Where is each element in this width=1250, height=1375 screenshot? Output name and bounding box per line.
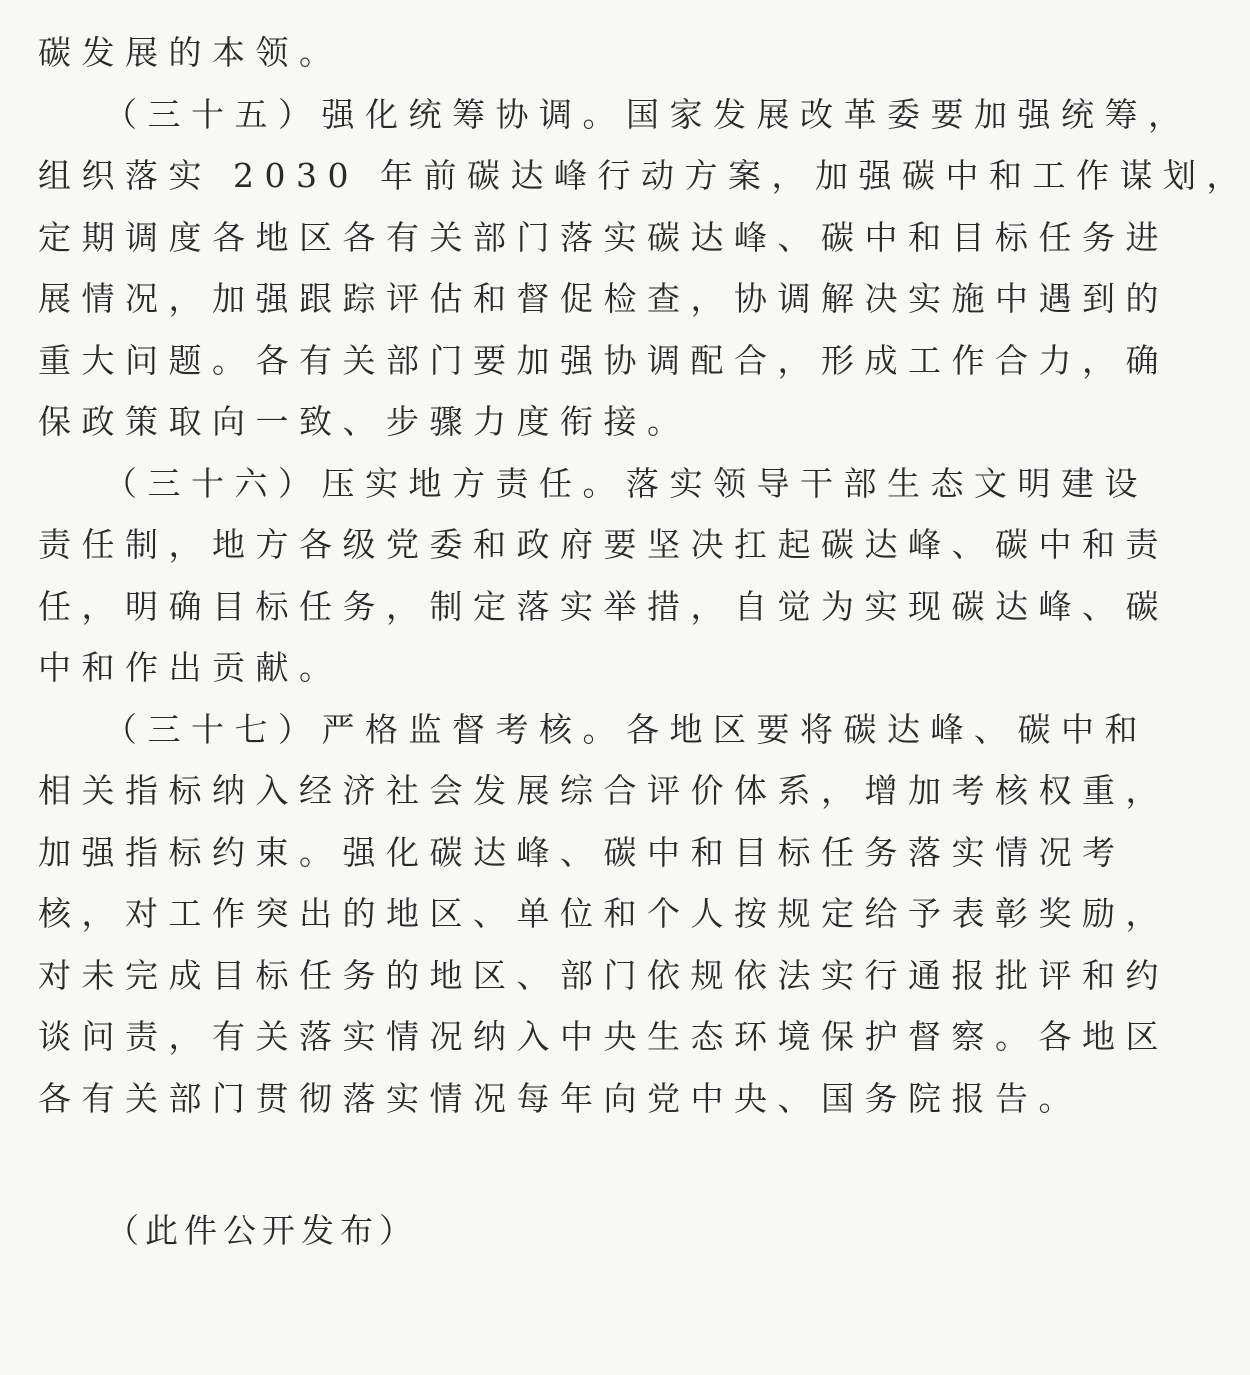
- text-line: 碳发展的本领。: [38, 33, 343, 72]
- text-line: 保政策取向一致、步骤力度衔接。: [38, 402, 691, 441]
- publication-note: （此件公开发布）: [106, 1211, 418, 1250]
- text-line: 相关指标纳入经济社会发展综合评价体系，增加考核权重，: [38, 771, 1169, 810]
- text-line: 重大问题。各有关部门要加强协调配合，形成工作合力，确: [38, 340, 1169, 380]
- text-line: 各有关部门贯彻落实情况每年向党中央、国务院报告。: [38, 1078, 1082, 1118]
- section-35-heading-line: （三十五）强化统筹协调。国家发展改革委要加强统筹，: [104, 94, 1192, 134]
- text-line: 组织落实 2030 年前碳达峰行动方案，加强碳中和工作谋划，: [38, 156, 1250, 195]
- text-line: 加强指标约束。强化碳达峰、碳中和目标任务落实情况考: [38, 832, 1126, 872]
- text-line: 谈问责，有关落实情况纳入中央生态环境保护督察。各地区: [38, 1017, 1169, 1056]
- text-line: 展情况，加强跟踪评估和督促检查，协调解决实施中遇到的: [38, 279, 1169, 318]
- text-line: 对未完成目标任务的地区、部门依规依法实行通报批评和约: [38, 955, 1169, 995]
- text-line: 中和作出贡献。: [38, 648, 343, 687]
- text-line: 责任制，地方各级党委和政府要坚决扛起碳达峰、碳中和责: [38, 525, 1169, 564]
- text-line: 核，对工作突出的地区、单位和个人按规定给予表彰奖励，: [38, 894, 1169, 933]
- text-line: 任，明确目标任务，制定落实举措，自觉为实现碳达峰、碳: [38, 586, 1169, 626]
- document-body: [38, 22, 1250, 1129]
- text-line: 定期调度各地区各有关部门落实碳达峰、碳中和目标任务进: [38, 217, 1169, 257]
- section-37-heading-line: （三十七）严格监督考核。各地区要将碳达峰、碳中和: [104, 709, 1148, 749]
- section-36-heading-line: （三十六）压实地方责任。落实领导干部生态文明建设: [104, 463, 1148, 503]
